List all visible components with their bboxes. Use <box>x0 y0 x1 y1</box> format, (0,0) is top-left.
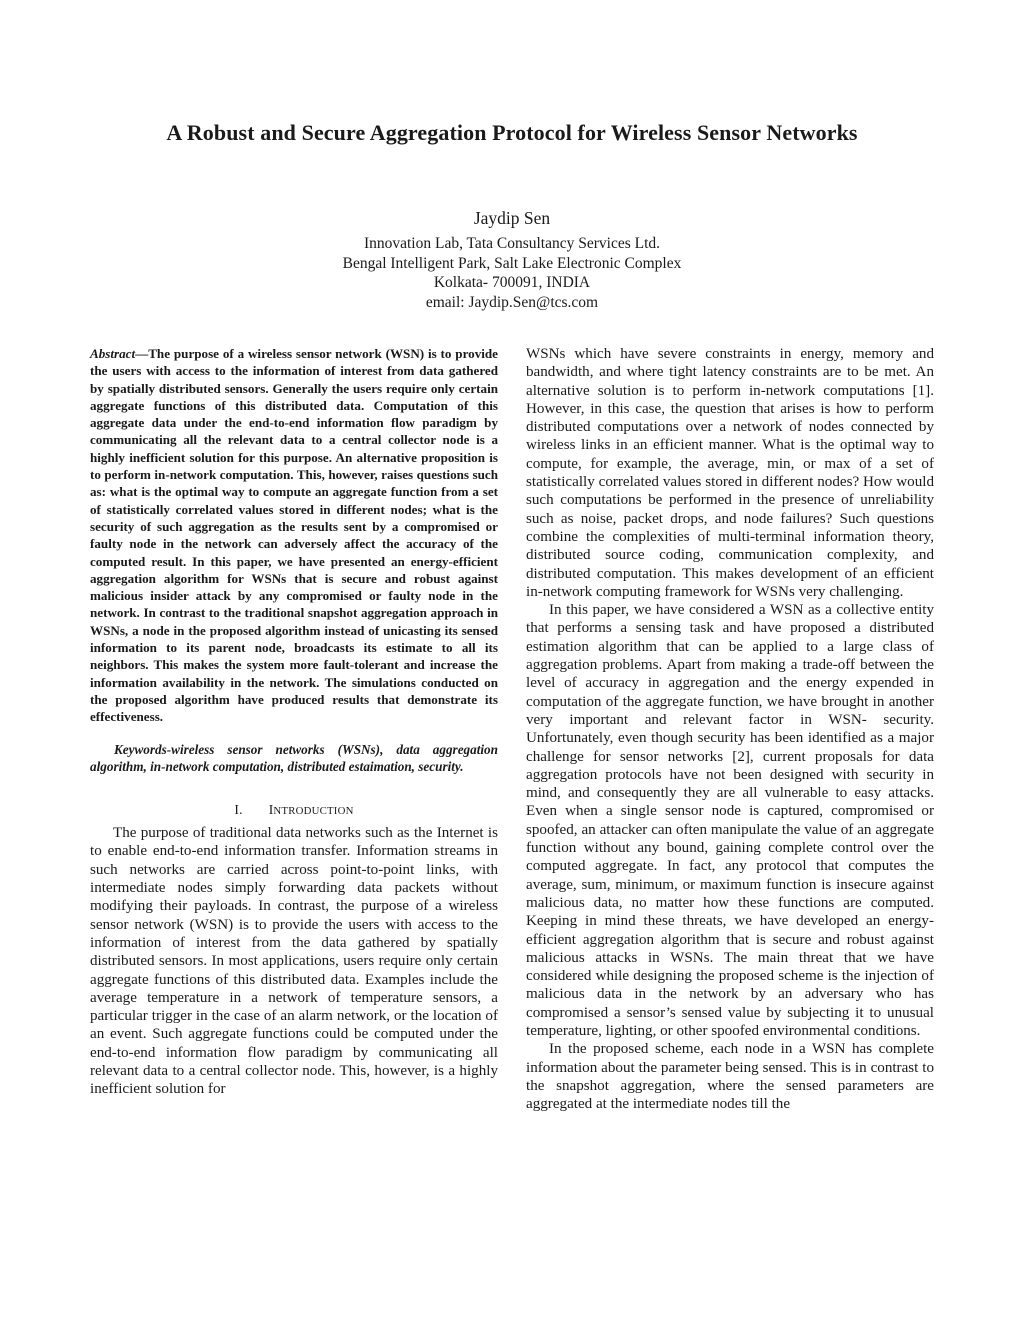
affiliation-line-park: Bengal Intelligent Park, Salt Lake Electronic Complex <box>342 254 682 272</box>
author-name: Jaydip Sen <box>473 208 551 228</box>
section-title-rest: NTRODUCTION <box>273 805 354 818</box>
section-title-initial: I <box>268 802 274 818</box>
keywords: Keywords-wireless sensor networks (WSNs), data aggregation algorithm, in-network computation, distributed estaimation, security. <box>90 741 498 774</box>
right-column <box>526 345 934 1113</box>
abstract-dash: — <box>135 346 149 361</box>
author-email: email: Jaydip.Sen@tcs.com <box>425 293 599 311</box>
intro-paragraph-2: In this paper, we have considered a WSN as a collective entity that performs a sensing task and have proposed a distributed estimation algorithm that can be applied to a large class of aggregation problems. Apart from making a trade-off between the level of accuracy in aggregation and the energy expended in computation of the aggregate function, we have brought in another very important and relevant factor in WSN- security. Unfortunately, even though security has been identified as a major challenge for sensor networks [2], current proposals for data aggregation protocols have not been designed with security in mind, and consequently they are all vulnerable to easy attacks. Even when a single sensor node is captured, compromised or spoofed, an attacker can often manipulate the value of an aggregate function without any bound, gaining complete control over the computed aggregate. In fact, any protocol that computes the average, sum, minimum, or maximum function is insecure against malicious data, no matter how these functions are computed. Keeping in mind these threats, we have developed an energy-efficient aggregation algorithm that is secure and robust against malicious attacks in WSNs. The main threat that we have considered while designing the proposed scheme is the injection of malicious data in the network by an adversary who has compromised a sensor’s sensed value by subjecting it to unusual temperature, lighting, or other spoofed environmental conditions. <box>526 602 934 1039</box>
author-block <box>0 207 1024 312</box>
intro-paragraph-1: The purpose of traditional data networks such as the Internet is to enable end-to-end information transfer. Information streams in such networks are carried across point-to-point links, with intermediate nodes simply forwarding data packets without modifying their payloads. In contrast, the purpose of a wireless sensor network (WSN) is to provide the users with access to the information of interest from the data gathered by spatially distributed sensors. In most applications, users require only certain aggregate functions of this distributed data. Examples include the average temperature in a network of temperature sensors, a particular trigger in the case of an alarm network, or the location of an event. Such aggregate functions could be computed under the end-to-end information flow paradigm by communicating all relevant data to a central collector node. This, however, is a highly inefficient solution for <box>90 825 498 1098</box>
section-number: I. <box>234 802 243 818</box>
affiliation-line-lab: Innovation Lab, Tata Consultancy Services Ltd. <box>363 235 661 252</box>
affiliation-line-city: Kolkata- 700091, INDIA <box>433 274 591 291</box>
intro-paragraph-1-continued: WSNs which have severe constraints in energy, memory and bandwidth, and where tight latency constraints are to be met. An alternative solution is to perform in-network computations [1]. However, in this case, the question that arises is how to perform distributed computations over a network of nodes connected by wireless links in an efficient manner. What is the optimal way to compute, for example, the average, min, or max of a set of statistically correlated values stored in different nodes? How would such computations be performed in the presence of unreliability such as noise, packet drops, and node failures? Such questions combine the complexities of multi-terminal information theory, distributed source coding, communication complexity, and distributed computation. This makes development of an efficient in-network computing framework for WSNs very challenging. <box>526 346 934 600</box>
section-heading-introduction <box>90 802 498 818</box>
abstract <box>90 345 498 726</box>
left-column <box>90 345 498 1099</box>
abstract-heading: Abstract <box>90 346 136 361</box>
intro-paragraph-3: In the proposed scheme, each node in a WSN has complete information about the parameter being sensed. This is in contrast to the snapshot aggregation, where the sensed parameters are aggregated at the intermediate nodes till the <box>526 1041 934 1113</box>
paper-title: A Robust and Secure Aggregation Protocol for Wireless Sensor Networks <box>166 120 858 145</box>
abstract-text: The purpose of a wireless sensor network (WSN) is to provide the users with access to the information of interest from data gathered by spatially distributed sensors. Generally the users require only certain aggregate functions of this distributed data. Computation of this aggregate data under the end-to-end information flow paradigm by communicating all the relevant data to a central collector node is a highly inefficient solution for this purpose. An alternative proposition is to perform in-network computation. This, however, raises questions such as: what is the optimal way to compute an aggregate function from a set of statistically correlated values stored in different nodes; what is the security of such aggregation as the results sent by a compromised or faulty node in the network can adversely affect the accuracy of the computed result. In this paper, we have presented an energy-efficient aggregation algorithm for WSNs that is secure and robust against malicious insider attack by any compromised or faulty node in the network. In contrast to the traditional snapshot aggregation approach in WSNs, a node in the proposed algorithm instead of unicasting its sensed information to its parent node, broadcasts its estimate to all its neighbors. This makes the system more fault-tolerant and increase the information availability in the network. The simulations conducted on the proposed algorithm have produced results that demonstrate its effectiveness. <box>90 346 498 725</box>
